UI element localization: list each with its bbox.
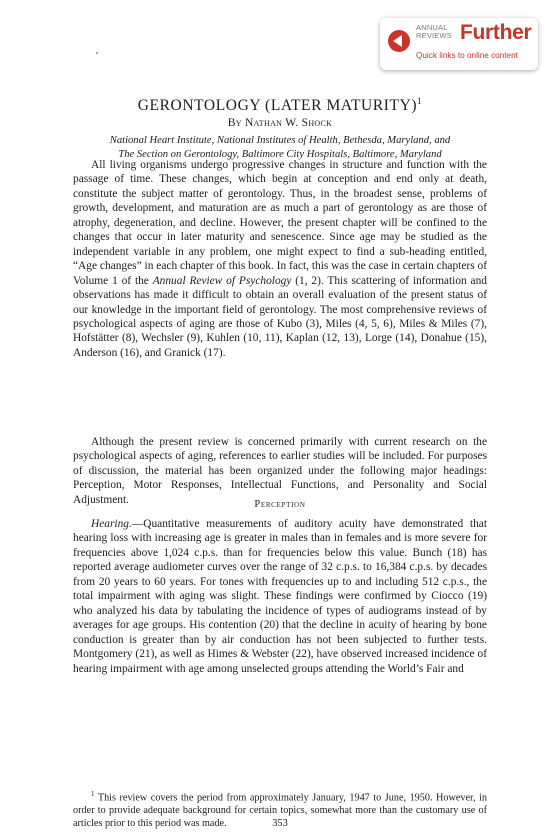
affiliation: National Heart Institute, National Institutes of Health, Bethesda, Maryland, and The Section on Gerontology, Baltimore City Hospitals, Baltimore, Maryland — [109, 135, 451, 160]
paragraph-intro: All living organisms undergo progressive changes in structure and function with the passage of time. These changes, which begin at conception and end only at death, constitute the subject matter of gerontology. Thus, in the broadest sense, problems of growth, development, and maturation are as much a part of gerontology as are those of atrophy, degeneration, and decline. However, the present chapter will be confined to the changes that occur in later maturity and senescence. Since age may be studied as the independent variable in any problem, one might expect to find a sub-heading entitled, “Age changes” in each chapter of this book. In fact, this was the case in certain chapters of Volume 1 of the Annual Review of Psychology (1, 2). This scattering of information and observations has made it difficult to obtain an overall evaluation of the present status of our knowledge in the important field of gerontology. The most comprehensive reviews of psychological aspects of aging are those of Kubo (3), Miles (4, 5, 6), Miles & Miles (7), Hofstätter (8), Wechsler (9), Kuhlen (10, 11), Kaplan (12, 13), Lorge (14), Donahue (15), Anderson (16), and Granick (17). — [73, 159, 487, 359]
title-footnote-mark: 1 — [417, 96, 423, 106]
author-line — [0, 117, 560, 129]
author-prefix: By — [227, 117, 246, 129]
page-number: 353 — [272, 818, 288, 829]
scan-speck — [96, 52, 98, 54]
article-title: GERONTOLOGY (LATER MATURITY)$^1$ — [137, 96, 423, 115]
author-name: Nathan W. Shock — [245, 117, 333, 129]
further-badge[interactable] — [380, 18, 538, 70]
paragraph-scope: Although the present review is concerned primarily with current research on the psychological aspects of aging, references to earlier studies will be included. For purposes of discussion, the material has been organized under the following major headings: Perception, Motor Responses, Intellectual Functions, and Personality and Social Adjustment. — [73, 436, 487, 506]
play-back-icon — [388, 30, 410, 52]
subheading-hearing: Hearing. — [91, 518, 132, 530]
further-brand: ANNUAL REVIEWS — [416, 23, 452, 40]
section-heading-perception: Perception — [254, 499, 306, 510]
further-title: Further — [460, 21, 532, 44]
further-subtitle: Quick links to online content — [416, 51, 518, 60]
footnote-mark: 1 — [91, 790, 95, 798]
journal-name: Annual Review of Psychology — [152, 274, 292, 287]
footnote: $^1$ This review covers the period from approximately January, 1947 to June, 1950. However, in order to provide adequate background for certain topics, somewhat more than the customary use of articles prior to this period was made. — [73, 790, 487, 829]
paragraph-hearing: Hearing.—Quantitative measurements of auditory acuity have demonstrated that hearing loss with increasing age is greater in males than in females and is more severe for frequencies above 1,024 c.p.s. than for frequencies below this value. Bunch (18) has reported average audiometer curves over the range of 32 c.p.s. to 16,384 c.p.s. by decades from 20 years to 60 years. For tones with frequencies up to and including 512 c.p.s., the total impairment with aging was slight. These findings were confirmed by Ciocco (19) who analyzed his data by tabulating the incidence of types of audiograms instead of by averages for age groups. His contention (20) that the decline in acuity of hearing by bone conduction is greater than by air conduction has not been subjected to further tests. Montgomery (21), as well as Himes & Webster (22), have observed increased incidence of hearing impairment with age among unselected groups attending the World’s Fair and — [73, 518, 487, 675]
